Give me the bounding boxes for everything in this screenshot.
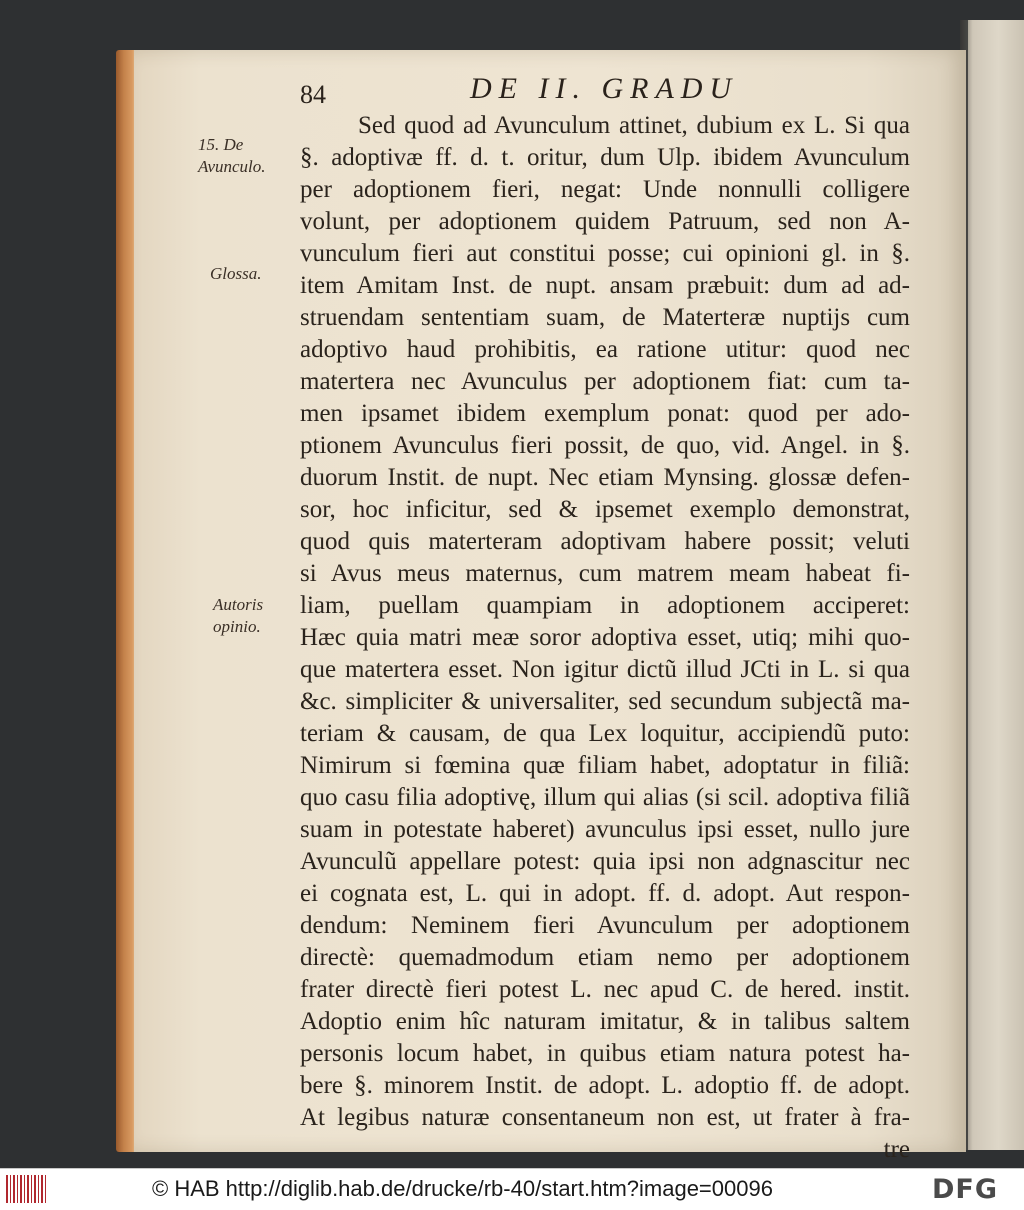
text-line: At legibus naturæ consentaneum non est, ut frater à fra- bbox=[300, 1104, 910, 1131]
source-url[interactable]: © HAB http://diglib.hab.de/drucke/rb-40/start.htm?image=00096 bbox=[152, 1176, 773, 1201]
text-line: ptionem Avunculus fieri possit, de quo, vid. Angel. in §. bbox=[300, 432, 910, 459]
text-line: Nimirum si fœmina quæ filiam habet, adoptatur in filiã: bbox=[300, 752, 910, 779]
text-line: suam in potestate haberet) avunculus ipsi esset, nullo jure bbox=[300, 816, 910, 843]
margin-note-avunculo: 15. De Avunculo. bbox=[198, 135, 266, 176]
text-line: quod quis materteram adoptivam habere possit; veluti bbox=[300, 528, 910, 555]
text-line: item Amitam Inst. de nupt. ansam præbuit: dum ad ad- bbox=[300, 272, 910, 299]
text-line: volunt, per adoptionem quidem Patruum, sed non A- bbox=[300, 208, 910, 235]
status-bar bbox=[0, 1168, 1024, 1210]
adjacent-page bbox=[960, 20, 1024, 1150]
text-line: matertera nec Avunculus per adoptionem fiat: cum ta- bbox=[300, 368, 910, 395]
text-line: adoptivo haud prohibitis, ea ratione utitur: quod nec bbox=[300, 336, 910, 363]
text-line: &c. simpliciter & universaliter, sed secundum subjectã ma- bbox=[300, 688, 910, 715]
text-line: directè: quemadmodum etiam nemo per adoptionem bbox=[300, 944, 910, 971]
text-line: quo casu filia adoptivę, illum qui alias (si scil. adoptiva filiã bbox=[300, 784, 910, 811]
hab-logo-icon bbox=[6, 1175, 46, 1203]
text-line: liam, puellam quampiam in adoptionem acciperet: bbox=[300, 592, 910, 619]
text-line: teriam & causam, de qua Lex loquitur, accipiendũ puto: bbox=[300, 720, 910, 747]
text-line: dendum: Neminem fieri Avunculum per adoptionem bbox=[300, 912, 910, 939]
body-text bbox=[300, 110, 910, 1166]
text-line: §. adoptivæ ff. d. t. oritur, dum Ulp. ibidem Avunculum bbox=[300, 144, 910, 171]
text-line: personis locum habet, in quibus etiam natura potest ha- bbox=[300, 1040, 910, 1067]
margin-note-autoris: Autoris opinio. bbox=[213, 595, 264, 636]
dfg-logo: DFG bbox=[932, 1174, 999, 1205]
text-line: per adoptionem fieri, negat: Unde nonnulli colligere bbox=[300, 176, 910, 203]
text-line: Avunculũ appellare potest: quia ipsi non adgnascitur nec bbox=[300, 848, 910, 875]
text-line: Hæc quia matri meæ soror adoptiva esset, utiq; mihi quo- bbox=[300, 624, 910, 651]
page-header bbox=[300, 70, 940, 114]
text-line: si Avus meus maternus, cum matrem meam habeat fi- bbox=[300, 560, 910, 587]
text-line: Adoptio enim hîc naturam imitatur, & in talibus saltem bbox=[300, 1008, 910, 1035]
running-head: DE II. GRADU bbox=[470, 72, 739, 105]
text-line: men ipsamet ibidem exemplum ponat: quod per ado- bbox=[300, 400, 910, 427]
text-line: Sed quod ad Avunculum attinet, dubium ex L. Si qua bbox=[358, 112, 910, 139]
text-line: duorum Instit. de nupt. Nec etiam Mynsing. glossæ defen- bbox=[300, 464, 910, 491]
text-line: frater directè fieri potest L. nec apud C. de hered. instit. bbox=[300, 976, 910, 1003]
margin-note-glossa: Glossa. bbox=[210, 264, 262, 283]
text-line: struendam sententiam suam, de Materteræ nuptijs cum bbox=[300, 304, 910, 331]
text-line: sor, hoc inficitur, sed & ipsemet exemplo demonstrat, bbox=[300, 496, 910, 523]
text-line: vunculum fieri aut constitui posse; cui opinioni gl. in §. bbox=[300, 240, 910, 267]
catchword: tre bbox=[883, 1136, 910, 1163]
page-number: 84 bbox=[300, 80, 326, 109]
page-edge bbox=[116, 50, 136, 1152]
text-line: ei cognata est, L. qui in adopt. ff. d. adopt. Aut respon- bbox=[300, 880, 910, 907]
text-line: bere §. minorem Instit. de adopt. L. adoptio ff. de adopt. bbox=[300, 1072, 910, 1099]
text-line: que matertera esset. Non igitur dictũ illud JCti in L. si qua bbox=[300, 656, 910, 683]
